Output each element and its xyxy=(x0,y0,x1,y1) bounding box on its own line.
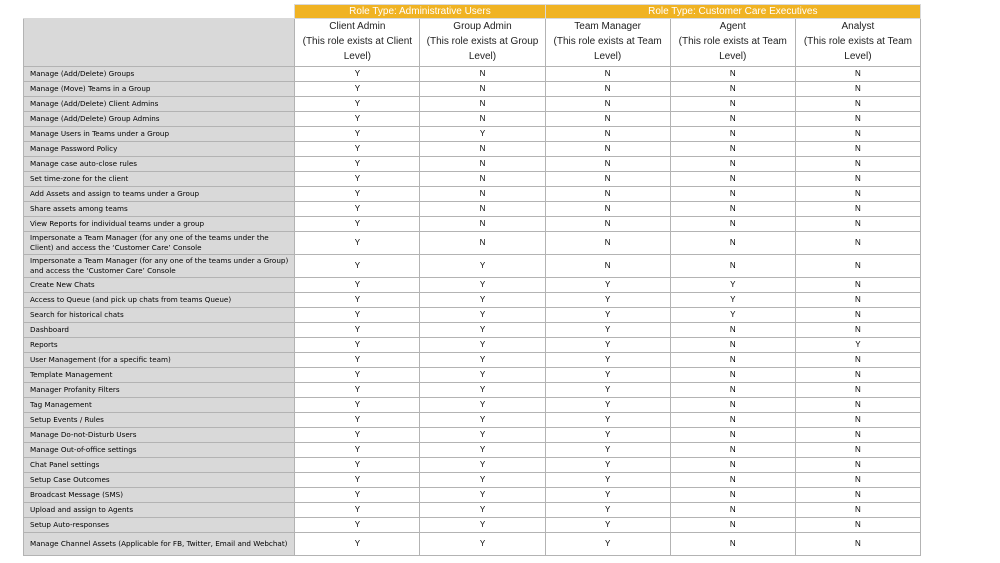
feature-label: Manage (Add/Delete) Client Admins xyxy=(24,97,295,112)
permission-cell: Y xyxy=(420,533,545,556)
permission-cell: N xyxy=(795,428,920,443)
permission-cell: Y xyxy=(545,338,670,353)
feature-label: Share assets among teams xyxy=(24,202,295,217)
permission-cell: Y xyxy=(295,67,420,82)
permission-cell: Y xyxy=(545,503,670,518)
permission-cell: Y xyxy=(295,398,420,413)
permission-cell: N xyxy=(670,458,795,473)
column-header-client-admin xyxy=(295,19,420,67)
column-title: Agent xyxy=(719,21,746,32)
permission-cell: Y xyxy=(295,383,420,398)
table-row xyxy=(24,368,921,383)
permission-cell: Y xyxy=(420,383,545,398)
column-title: Team Manager xyxy=(574,21,641,32)
permission-cell: Y xyxy=(295,533,420,556)
permission-cell: N xyxy=(670,232,795,255)
permission-cell: Y xyxy=(545,398,670,413)
feature-label: Setup Auto-responses xyxy=(24,518,295,533)
permission-cell: N xyxy=(670,428,795,443)
role-type-administrative: Role Type: Administrative Users xyxy=(295,5,545,19)
permission-cell: N xyxy=(545,187,670,202)
permission-cell: Y xyxy=(295,308,420,323)
permission-cell: Y xyxy=(295,172,420,187)
permission-cell: Y xyxy=(420,473,545,488)
permission-cell: N xyxy=(795,518,920,533)
permission-cell: N xyxy=(795,458,920,473)
permission-cell: N xyxy=(670,97,795,112)
permission-cell: N xyxy=(670,142,795,157)
permission-cell: N xyxy=(795,413,920,428)
permission-cell: Y xyxy=(420,488,545,503)
permission-cell: N xyxy=(420,97,545,112)
permission-cell: Y xyxy=(545,428,670,443)
permission-cell: Y xyxy=(295,503,420,518)
permission-cell: N xyxy=(420,67,545,82)
permission-cell: Y xyxy=(295,232,420,255)
permission-cell: N xyxy=(795,278,920,293)
permission-cell: Y xyxy=(420,428,545,443)
permission-cell: N xyxy=(670,503,795,518)
permission-cell: N xyxy=(545,127,670,142)
column-header-group-admin xyxy=(420,19,545,67)
feature-label: Setup Case Outcomes xyxy=(24,473,295,488)
permission-cell: Y xyxy=(420,293,545,308)
permission-cell: N xyxy=(670,488,795,503)
permission-cell: Y xyxy=(420,308,545,323)
permission-cell: N xyxy=(795,172,920,187)
permission-cell: N xyxy=(795,353,920,368)
permission-cell: N xyxy=(795,533,920,556)
feature-label: Create New Chats xyxy=(24,278,295,293)
feature-label: Manage (Add/Delete) Group Admins xyxy=(24,112,295,127)
permission-cell: N xyxy=(670,338,795,353)
permission-cell: N xyxy=(795,503,920,518)
permission-cell: N xyxy=(670,398,795,413)
permission-cell: Y xyxy=(545,458,670,473)
permission-cell: Y xyxy=(420,518,545,533)
table-row xyxy=(24,255,921,278)
permission-cell: N xyxy=(545,82,670,97)
permission-cell: Y xyxy=(295,323,420,338)
feature-label: Chat Panel settings xyxy=(24,458,295,473)
permission-cell: N xyxy=(670,518,795,533)
column-title: Group Admin xyxy=(453,21,512,32)
table-row xyxy=(24,293,921,308)
permission-cell: N xyxy=(545,172,670,187)
permission-cell: Y xyxy=(545,488,670,503)
permission-cell: N xyxy=(795,383,920,398)
permission-cell: Y xyxy=(295,473,420,488)
permission-cell: Y xyxy=(420,458,545,473)
permission-cell: N xyxy=(545,202,670,217)
permission-cell: N xyxy=(670,383,795,398)
permission-cell: N xyxy=(670,473,795,488)
table-row xyxy=(24,338,921,353)
permission-cell: N xyxy=(670,127,795,142)
table-row xyxy=(24,82,921,97)
permission-cell: N xyxy=(795,368,920,383)
permission-cell: Y xyxy=(295,202,420,217)
column-header-team-manager xyxy=(545,19,670,67)
permission-cell: Y xyxy=(545,368,670,383)
feature-label: Manage Do-not-Disturb Users xyxy=(24,428,295,443)
permission-cell: N xyxy=(795,293,920,308)
permission-cell: Y xyxy=(420,255,545,278)
table-row xyxy=(24,383,921,398)
permission-cell: Y xyxy=(295,368,420,383)
permission-cell: Y xyxy=(420,398,545,413)
feature-label: Manage Out-of-office settings xyxy=(24,443,295,458)
permission-cell: Y xyxy=(295,255,420,278)
permission-cell: Y xyxy=(670,293,795,308)
permissions-table-body xyxy=(24,67,921,556)
table-row xyxy=(24,458,921,473)
permission-cell: N xyxy=(670,217,795,232)
table-row xyxy=(24,398,921,413)
permission-cell: N xyxy=(420,217,545,232)
table-row xyxy=(24,518,921,533)
permission-cell: N xyxy=(795,67,920,82)
permission-cell: N xyxy=(670,67,795,82)
permission-cell: N xyxy=(795,157,920,172)
table-row xyxy=(24,142,921,157)
permission-cell: N xyxy=(795,488,920,503)
feature-label: Manage (Add/Delete) Groups xyxy=(24,67,295,82)
feature-label: Manage case auto-close rules xyxy=(24,157,295,172)
permission-cell: N xyxy=(545,142,670,157)
permission-cell: N xyxy=(670,533,795,556)
column-title: Analyst xyxy=(841,21,875,32)
table-row xyxy=(24,503,921,518)
permission-cell: Y xyxy=(295,217,420,232)
table-row xyxy=(24,428,921,443)
permissions-table xyxy=(23,4,921,556)
table-row xyxy=(24,97,921,112)
permission-cell: Y xyxy=(545,278,670,293)
column-header-agent xyxy=(670,19,795,67)
permission-cell: N xyxy=(795,217,920,232)
table-row xyxy=(24,413,921,428)
permission-cell: N xyxy=(670,323,795,338)
permission-cell: N xyxy=(420,202,545,217)
column-note: (This role exists at Group Level) xyxy=(426,36,539,62)
column-note: (This role exists at Team Level) xyxy=(553,36,662,62)
feature-label: Upload and assign to Agents xyxy=(24,503,295,518)
permission-cell: Y xyxy=(295,338,420,353)
feature-label: Dashboard xyxy=(24,323,295,338)
permission-cell: N xyxy=(545,232,670,255)
feature-label: Search for historical chats xyxy=(24,308,295,323)
permission-cell: Y xyxy=(295,97,420,112)
table-row xyxy=(24,473,921,488)
permission-cell: N xyxy=(670,443,795,458)
feature-label: User Management (for a specific team) xyxy=(24,353,295,368)
table-row xyxy=(24,217,921,232)
permission-cell: Y xyxy=(545,533,670,556)
permission-cell: Y xyxy=(295,112,420,127)
permission-cell: N xyxy=(795,202,920,217)
permissions-matrix-wrapper xyxy=(23,4,921,556)
feature-label: Impersonate a Team Manager (for any one of the teams under a Group) and access the ‘Customer Care’ Console xyxy=(24,255,295,278)
permission-cell: Y xyxy=(420,443,545,458)
permission-cell: N xyxy=(670,413,795,428)
permission-cell: N xyxy=(795,255,920,278)
permission-cell: N xyxy=(670,172,795,187)
permission-cell: N xyxy=(670,187,795,202)
permission-cell: N xyxy=(420,112,545,127)
permission-cell: N xyxy=(670,82,795,97)
permission-cell: N xyxy=(795,187,920,202)
permission-cell: Y xyxy=(420,338,545,353)
feature-label: Manage Channel Assets (Applicable for FB, Twitter, Email and Webchat) xyxy=(24,533,295,556)
permission-cell: Y xyxy=(420,278,545,293)
feature-label: Set time-zone for the client xyxy=(24,172,295,187)
permission-cell: N xyxy=(420,142,545,157)
permission-cell: Y xyxy=(295,458,420,473)
permission-cell: N xyxy=(795,323,920,338)
table-row xyxy=(24,488,921,503)
feature-label: Manage (Move) Teams in a Group xyxy=(24,82,295,97)
role-type-header-row xyxy=(24,5,921,19)
table-row xyxy=(24,353,921,368)
table-row xyxy=(24,278,921,293)
feature-label: View Reports for individual teams under a group xyxy=(24,217,295,232)
permission-cell: Y xyxy=(295,82,420,97)
table-row xyxy=(24,533,921,556)
permission-cell: Y xyxy=(545,413,670,428)
permission-cell: Y xyxy=(420,413,545,428)
permission-cell: Y xyxy=(295,353,420,368)
permission-cell: Y xyxy=(545,308,670,323)
table-row xyxy=(24,308,921,323)
role-type-customer-care: Role Type: Customer Care Executives xyxy=(545,5,920,19)
feature-label: Template Management xyxy=(24,368,295,383)
permission-cell: N xyxy=(420,187,545,202)
table-row xyxy=(24,157,921,172)
permission-cell: N xyxy=(795,142,920,157)
table-row xyxy=(24,112,921,127)
permission-cell: N xyxy=(670,368,795,383)
column-header-analyst xyxy=(795,19,920,67)
permission-cell: N xyxy=(670,255,795,278)
permission-cell: N xyxy=(545,217,670,232)
permission-cell: N xyxy=(545,157,670,172)
permission-cell: Y xyxy=(295,428,420,443)
permission-cell: Y xyxy=(295,127,420,142)
permission-cell: Y xyxy=(295,488,420,503)
permission-cell: Y xyxy=(295,293,420,308)
permission-cell: N xyxy=(670,202,795,217)
column-note: (This role exists at Team Level) xyxy=(803,36,912,62)
feature-label: Add Assets and assign to teams under a Group xyxy=(24,187,295,202)
permission-cell: Y xyxy=(295,413,420,428)
permission-cell: Y xyxy=(420,323,545,338)
permission-cell: N xyxy=(545,97,670,112)
table-row xyxy=(24,172,921,187)
permission-cell: N xyxy=(545,67,670,82)
permission-cell: N xyxy=(545,255,670,278)
permission-cell: Y xyxy=(545,353,670,368)
permission-cell: Y xyxy=(545,473,670,488)
column-header-row xyxy=(24,19,921,67)
permission-cell: Y xyxy=(295,278,420,293)
permission-cell: Y xyxy=(545,293,670,308)
permission-cell: Y xyxy=(420,368,545,383)
permission-cell: N xyxy=(670,157,795,172)
column-note: (This role exists at Client Level) xyxy=(302,36,413,62)
permission-cell: N xyxy=(670,353,795,368)
permission-cell: Y xyxy=(295,443,420,458)
permission-cell: N xyxy=(670,112,795,127)
permission-cell: N xyxy=(795,308,920,323)
permission-cell: N xyxy=(795,97,920,112)
permission-cell: Y xyxy=(420,353,545,368)
column-note: (This role exists at Team Level) xyxy=(678,36,787,62)
feature-column-header xyxy=(24,19,295,67)
table-row xyxy=(24,187,921,202)
table-row xyxy=(24,202,921,217)
column-title: Client Admin xyxy=(329,21,386,32)
permission-cell: Y xyxy=(545,323,670,338)
permission-cell: N xyxy=(795,82,920,97)
corner-blank-cell xyxy=(24,5,295,19)
permission-cell: N xyxy=(795,443,920,458)
table-row xyxy=(24,443,921,458)
feature-label: Reports xyxy=(24,338,295,353)
permission-cell: N xyxy=(420,82,545,97)
feature-label: Manage Users in Teams under a Group xyxy=(24,127,295,142)
permission-cell: Y xyxy=(545,383,670,398)
permission-cell: Y xyxy=(295,518,420,533)
permission-cell: Y xyxy=(795,338,920,353)
permission-cell: N xyxy=(795,473,920,488)
table-row xyxy=(24,67,921,82)
feature-label: Setup Events / Rules xyxy=(24,413,295,428)
feature-label: Broadcast Message (SMS) xyxy=(24,488,295,503)
permission-cell: Y xyxy=(545,443,670,458)
permission-cell: Y xyxy=(295,157,420,172)
permission-cell: Y xyxy=(670,278,795,293)
table-row xyxy=(24,323,921,338)
permission-cell: N xyxy=(420,172,545,187)
permission-cell: N xyxy=(795,112,920,127)
permission-cell: N xyxy=(795,398,920,413)
feature-label: Manage Password Policy xyxy=(24,142,295,157)
table-row xyxy=(24,127,921,142)
feature-label: Access to Queue (and pick up chats from teams Queue) xyxy=(24,293,295,308)
permission-cell: N xyxy=(420,157,545,172)
permission-cell: Y xyxy=(295,187,420,202)
permission-cell: N xyxy=(795,127,920,142)
feature-label: Impersonate a Team Manager (for any one of the teams under the Client) and access the ‘Customer Care’ Console xyxy=(24,232,295,255)
permission-cell: N xyxy=(545,112,670,127)
table-row xyxy=(24,232,921,255)
permission-cell: Y xyxy=(545,518,670,533)
permission-cell: Y xyxy=(420,503,545,518)
permission-cell: Y xyxy=(420,127,545,142)
feature-label: Manager Profanity Filters xyxy=(24,383,295,398)
permission-cell: N xyxy=(420,232,545,255)
permission-cell: Y xyxy=(295,142,420,157)
feature-label: Tag Management xyxy=(24,398,295,413)
permission-cell: N xyxy=(795,232,920,255)
permission-cell: Y xyxy=(670,308,795,323)
